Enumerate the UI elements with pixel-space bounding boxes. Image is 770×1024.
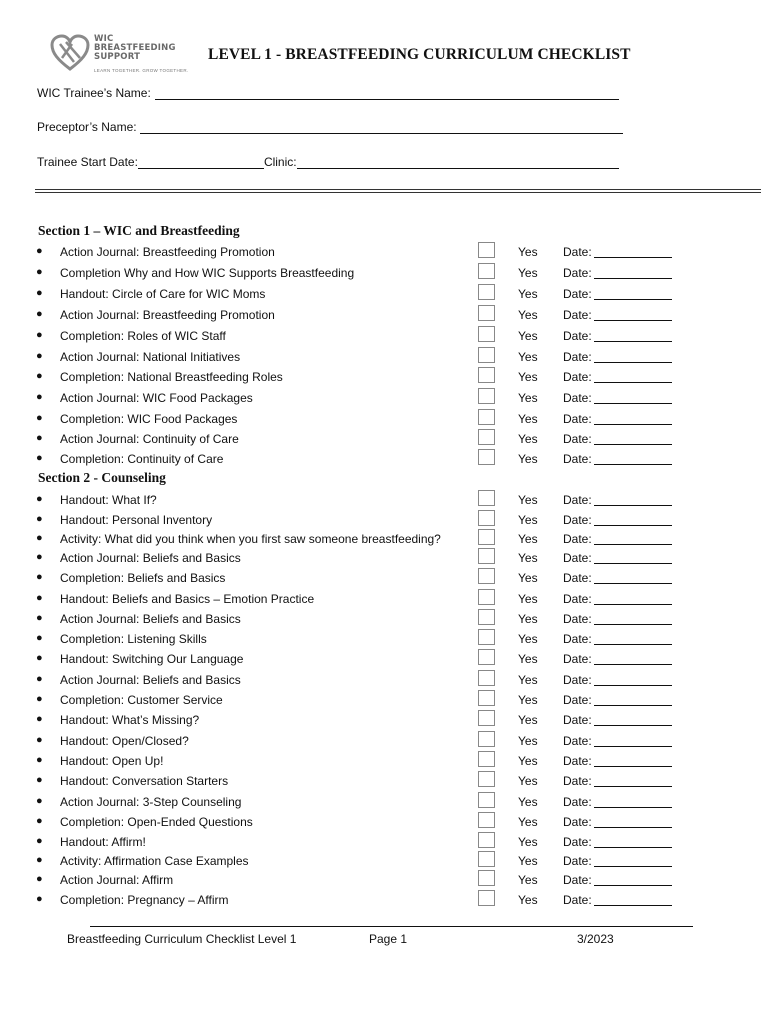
date-input-line[interactable] <box>594 624 672 625</box>
yes-label: Yes <box>518 571 538 585</box>
date-label: Date: <box>563 693 592 707</box>
checklist-item-label: Completion: Open-Ended Questions <box>60 815 253 829</box>
date-input-line[interactable] <box>594 786 672 787</box>
yes-label: Yes <box>518 329 538 343</box>
yes-label: Yes <box>518 266 538 280</box>
bullet-icon: ● <box>36 893 43 905</box>
checklist-item-label: Handout: Open Up! <box>60 754 164 768</box>
completion-checkbox[interactable] <box>478 771 495 787</box>
checklist-item-label: Action Journal: Continuity of Care <box>60 432 239 446</box>
checklist-item-label: Action Journal: Beliefs and Basics <box>60 612 241 626</box>
completion-checkbox[interactable] <box>478 548 495 564</box>
checklist-row <box>0 245 770 265</box>
checklist-row <box>0 774 770 794</box>
completion-checkbox[interactable] <box>478 609 495 625</box>
date-label: Date: <box>563 493 592 507</box>
date-input-line[interactable] <box>594 444 672 445</box>
date-label: Date: <box>563 854 592 868</box>
checklist-row <box>0 571 770 591</box>
yes-label: Yes <box>518 713 538 727</box>
date-input-line[interactable] <box>594 341 672 342</box>
date-input-line[interactable] <box>594 382 672 383</box>
bullet-icon: ● <box>36 412 43 424</box>
footer-page: Page 1 <box>369 932 408 946</box>
bullet-icon: ● <box>36 774 43 786</box>
checklist-row <box>0 893 770 913</box>
completion-checkbox[interactable] <box>478 568 495 584</box>
completion-checkbox[interactable] <box>478 326 495 342</box>
yes-label: Yes <box>518 287 538 301</box>
checklist-row <box>0 673 770 693</box>
page-title: LEVEL 1 - BREASTFEEDING CURRICULUM CHECKLIST <box>208 46 631 63</box>
trainee-name-line[interactable] <box>155 87 619 100</box>
trainee-name-field[interactable] <box>37 86 619 100</box>
bullet-icon: ● <box>36 287 43 299</box>
clinic-label: Clinic: <box>263 155 297 169</box>
checklist-item-label: Handout: Conversation Starters <box>60 774 229 788</box>
checklist-item-label: Handout: Circle of Care for WIC Moms <box>60 287 266 301</box>
date-label: Date: <box>563 612 592 626</box>
date-input-line[interactable] <box>594 746 672 747</box>
date-label: Date: <box>563 532 592 546</box>
date-label: Date: <box>563 432 592 446</box>
bullet-icon: ● <box>36 391 43 403</box>
checklist-row <box>0 493 770 513</box>
logo-text: WIC BREASTFEEDING SUPPORT <box>94 34 176 62</box>
checklist-row <box>0 795 770 815</box>
yes-label: Yes <box>518 245 538 259</box>
completion-checkbox[interactable] <box>478 242 495 258</box>
date-input-line[interactable] <box>594 827 672 828</box>
date-label: Date: <box>563 893 592 907</box>
completion-checkbox[interactable] <box>478 529 495 545</box>
checklist-row <box>0 873 770 893</box>
date-label: Date: <box>563 734 592 748</box>
checklist-row <box>0 551 770 571</box>
checklist-row <box>0 432 770 452</box>
bullet-icon: ● <box>36 245 43 257</box>
completion-checkbox[interactable] <box>478 367 495 383</box>
completion-checkbox[interactable] <box>478 731 495 747</box>
date-input-line[interactable] <box>594 278 672 279</box>
yes-label: Yes <box>518 532 538 546</box>
checklist-item-label: Completion: Listening Skills <box>60 632 207 646</box>
yes-label: Yes <box>518 774 538 788</box>
completion-checkbox[interactable] <box>478 890 495 906</box>
bullet-icon: ● <box>36 873 43 885</box>
trainee-name-label: WIC Trainee’s Name: <box>37 86 151 100</box>
date-label: Date: <box>563 795 592 809</box>
footer-date: 3/2023 <box>577 932 614 946</box>
footer-rule <box>90 926 693 927</box>
bullet-icon: ● <box>36 795 43 807</box>
checklist-item-label: Activity: What did you think when you first saw someone breastfeeding? <box>60 532 441 546</box>
checklist-row <box>0 854 770 874</box>
checklist-row <box>0 835 770 855</box>
yes-label: Yes <box>518 592 538 606</box>
checklist-item-label: Action Journal: Breastfeeding Promotion <box>60 308 275 322</box>
date-label: Date: <box>563 266 592 280</box>
checklist-item-label: Action Journal: 3-Step Counseling <box>60 795 242 809</box>
completion-checkbox[interactable] <box>478 429 495 445</box>
start-date-label: Trainee Start Date: <box>37 155 138 169</box>
bullet-icon: ● <box>36 592 43 604</box>
checklist-item-label: Completion: Pregnancy – Affirm <box>60 893 229 907</box>
completion-checkbox[interactable] <box>478 870 495 886</box>
footer-doc-name: Breastfeeding Curriculum Checklist Level 1 <box>67 932 297 946</box>
date-label: Date: <box>563 391 592 405</box>
completion-checkbox[interactable] <box>478 347 495 363</box>
completion-checkbox[interactable] <box>478 409 495 425</box>
date-label: Date: <box>563 835 592 849</box>
date-input-line[interactable] <box>594 847 672 848</box>
yes-label: Yes <box>518 551 538 565</box>
yes-label: Yes <box>518 632 538 646</box>
date-input-line[interactable] <box>594 807 672 808</box>
bullet-icon: ● <box>36 652 43 664</box>
checklist-item-label: Handout: What If? <box>60 493 157 507</box>
bullet-icon: ● <box>36 493 43 505</box>
date-label: Date: <box>563 370 592 384</box>
logo-tagline: LEARN TOGETHER. GROW TOGETHER. <box>94 68 189 73</box>
checklist-item-label: Action Journal: WIC Food Packages <box>60 391 253 405</box>
checklist-row <box>0 287 770 307</box>
checklist-item-label: Handout: Beliefs and Basics – Emotion Practice <box>60 592 315 606</box>
date-input-line[interactable] <box>594 544 672 545</box>
yes-label: Yes <box>518 734 538 748</box>
bullet-icon: ● <box>36 571 43 583</box>
completion-checkbox[interactable] <box>478 305 495 321</box>
logo <box>50 32 189 77</box>
date-label: Date: <box>563 329 592 343</box>
checklist-item-label: Completion: WIC Food Packages <box>60 412 238 426</box>
checklist-row <box>0 612 770 632</box>
yes-label: Yes <box>518 754 538 768</box>
date-label: Date: <box>563 652 592 666</box>
date-label: Date: <box>563 350 592 364</box>
checklist-item-label: Completion: Customer Service <box>60 693 223 707</box>
date-input-line[interactable] <box>594 257 672 258</box>
bullet-icon: ● <box>36 266 43 278</box>
checklist-item-label: Completion: Roles of WIC Staff <box>60 329 226 343</box>
checklist-item-label: Action Journal: Affirm <box>60 873 174 887</box>
bullet-icon: ● <box>36 835 43 847</box>
completion-checkbox[interactable] <box>478 649 495 665</box>
date-label: Date: <box>563 245 592 259</box>
start-date-line[interactable] <box>138 156 264 169</box>
checklist-item-label: Action Journal: Beliefs and Basics <box>60 673 241 687</box>
date-label: Date: <box>563 551 592 565</box>
date-input-line[interactable] <box>594 685 672 686</box>
date-label: Date: <box>563 308 592 322</box>
date-input-line[interactable] <box>594 563 672 564</box>
bullet-icon: ● <box>36 452 43 464</box>
preceptor-name-label: Preceptor’s Name: <box>37 120 137 134</box>
checklist-row <box>0 632 770 652</box>
section-1-heading: Section 1 – WIC and Breastfeeding <box>38 223 240 238</box>
date-input-line[interactable] <box>594 664 672 665</box>
date-label: Date: <box>563 873 592 887</box>
checklist-row <box>0 713 770 733</box>
completion-checkbox[interactable] <box>478 284 495 300</box>
checklist-row <box>0 308 770 328</box>
checklist-row <box>0 266 770 286</box>
checklist-row <box>0 815 770 835</box>
start-date-clinic-field[interactable] <box>37 155 619 169</box>
date-input-line[interactable] <box>594 362 672 363</box>
bullet-icon: ● <box>36 734 43 746</box>
bullet-icon: ● <box>36 308 43 320</box>
bullet-icon: ● <box>36 632 43 644</box>
date-input-line[interactable] <box>594 644 672 645</box>
checklist-row <box>0 754 770 774</box>
date-label: Date: <box>563 713 592 727</box>
yes-label: Yes <box>518 452 538 466</box>
date-label: Date: <box>563 452 592 466</box>
completion-checkbox[interactable] <box>478 449 495 465</box>
bullet-icon: ● <box>36 350 43 362</box>
yes-label: Yes <box>518 513 538 527</box>
yes-label: Yes <box>518 873 538 887</box>
completion-checkbox[interactable] <box>478 263 495 279</box>
date-input-line[interactable] <box>594 320 672 321</box>
date-input-line[interactable] <box>594 604 672 605</box>
preceptor-name-field[interactable] <box>37 120 623 134</box>
checklist-row <box>0 391 770 411</box>
checklist-item-label: Action Journal: Beliefs and Basics <box>60 551 241 565</box>
yes-label: Yes <box>518 391 538 405</box>
checklist-item-label: Handout: What’s Missing? <box>60 713 200 727</box>
yes-label: Yes <box>518 693 538 707</box>
yes-label: Yes <box>518 893 538 907</box>
yes-label: Yes <box>518 795 538 809</box>
checklist-item-label: Completion: Continuity of Care <box>60 452 224 466</box>
checklist-item-label: Action Journal: Breastfeeding Promotion <box>60 245 275 259</box>
yes-label: Yes <box>518 835 538 849</box>
completion-checkbox[interactable] <box>478 710 495 726</box>
checklist-row <box>0 370 770 390</box>
date-label: Date: <box>563 287 592 301</box>
date-input-line[interactable] <box>594 725 672 726</box>
date-input-line[interactable] <box>594 403 672 404</box>
yes-label: Yes <box>518 412 538 426</box>
preceptor-name-line[interactable] <box>140 121 623 134</box>
date-input-line[interactable] <box>594 866 672 867</box>
date-input-line[interactable] <box>594 505 672 506</box>
divider-bottom <box>35 192 761 193</box>
date-label: Date: <box>563 815 592 829</box>
completion-checkbox[interactable] <box>478 832 495 848</box>
section-2-heading: Section 2 - Counseling <box>38 470 166 485</box>
date-label: Date: <box>563 774 592 788</box>
completion-checkbox[interactable] <box>478 812 495 828</box>
checklist-row <box>0 412 770 432</box>
checklist-item-label: Handout: Personal Inventory <box>60 513 213 527</box>
completion-checkbox[interactable] <box>478 510 495 526</box>
bullet-icon: ● <box>36 513 43 525</box>
checklist-item-label: Handout: Affirm! <box>60 835 146 849</box>
heart-logo-icon <box>50 34 90 72</box>
checklist-item-label: Activity: Affirmation Case Examples <box>60 854 249 868</box>
date-label: Date: <box>563 632 592 646</box>
completion-checkbox[interactable] <box>478 670 495 686</box>
checklist-row <box>0 329 770 349</box>
date-input-line[interactable] <box>594 705 672 706</box>
date-input-line[interactable] <box>594 464 672 465</box>
completion-checkbox[interactable] <box>478 589 495 605</box>
bullet-icon: ● <box>36 854 43 866</box>
yes-label: Yes <box>518 612 538 626</box>
bullet-icon: ● <box>36 432 43 444</box>
bullet-icon: ● <box>36 370 43 382</box>
date-input-line[interactable] <box>594 299 672 300</box>
yes-label: Yes <box>518 370 538 384</box>
bullet-icon: ● <box>36 673 43 685</box>
checklist-row <box>0 532 770 552</box>
bullet-icon: ● <box>36 754 43 766</box>
clinic-line[interactable] <box>297 156 619 169</box>
yes-label: Yes <box>518 493 538 507</box>
bullet-icon: ● <box>36 329 43 341</box>
date-label: Date: <box>563 513 592 527</box>
completion-checkbox[interactable] <box>478 629 495 645</box>
checklist-item-label: Handout: Open/Closed? <box>60 734 189 748</box>
date-input-line[interactable] <box>594 885 672 886</box>
checklist-row <box>0 513 770 533</box>
date-label: Date: <box>563 412 592 426</box>
completion-checkbox[interactable] <box>478 388 495 404</box>
date-label: Date: <box>563 754 592 768</box>
yes-label: Yes <box>518 815 538 829</box>
yes-label: Yes <box>518 652 538 666</box>
checklist-row <box>0 693 770 713</box>
bullet-icon: ● <box>36 551 43 563</box>
checklist-item-label: Completion: Beliefs and Basics <box>60 571 226 585</box>
bullet-icon: ● <box>36 713 43 725</box>
bullet-icon: ● <box>36 693 43 705</box>
yes-label: Yes <box>518 308 538 322</box>
checklist-row <box>0 592 770 612</box>
completion-checkbox[interactable] <box>478 751 495 767</box>
date-label: Date: <box>563 673 592 687</box>
completion-checkbox[interactable] <box>478 851 495 867</box>
checklist-row <box>0 452 770 472</box>
divider-top <box>35 189 761 190</box>
yes-label: Yes <box>518 673 538 687</box>
bullet-icon: ● <box>36 532 43 544</box>
yes-label: Yes <box>518 432 538 446</box>
date-input-line[interactable] <box>594 905 672 906</box>
bullet-icon: ● <box>36 815 43 827</box>
completion-checkbox[interactable] <box>478 490 495 506</box>
date-input-line[interactable] <box>594 583 672 584</box>
yes-label: Yes <box>518 350 538 364</box>
date-input-line[interactable] <box>594 424 672 425</box>
date-input-line[interactable] <box>594 766 672 767</box>
yes-label: Yes <box>518 854 538 868</box>
completion-checkbox[interactable] <box>478 690 495 706</box>
checklist-item-label: Handout: Switching Our Language <box>60 652 244 666</box>
date-label: Date: <box>563 592 592 606</box>
bullet-icon: ● <box>36 612 43 624</box>
checklist-row <box>0 350 770 370</box>
date-input-line[interactable] <box>594 525 672 526</box>
checklist-item-label: Completion: National Breastfeeding Roles <box>60 370 283 384</box>
date-label: Date: <box>563 571 592 585</box>
checklist-item-label: Completion Why and How WIC Supports Breastfeeding <box>60 266 355 280</box>
completion-checkbox[interactable] <box>478 792 495 808</box>
checklist-row <box>0 652 770 672</box>
checklist-row <box>0 734 770 754</box>
checklist-item-label: Action Journal: National Initiatives <box>60 350 241 364</box>
